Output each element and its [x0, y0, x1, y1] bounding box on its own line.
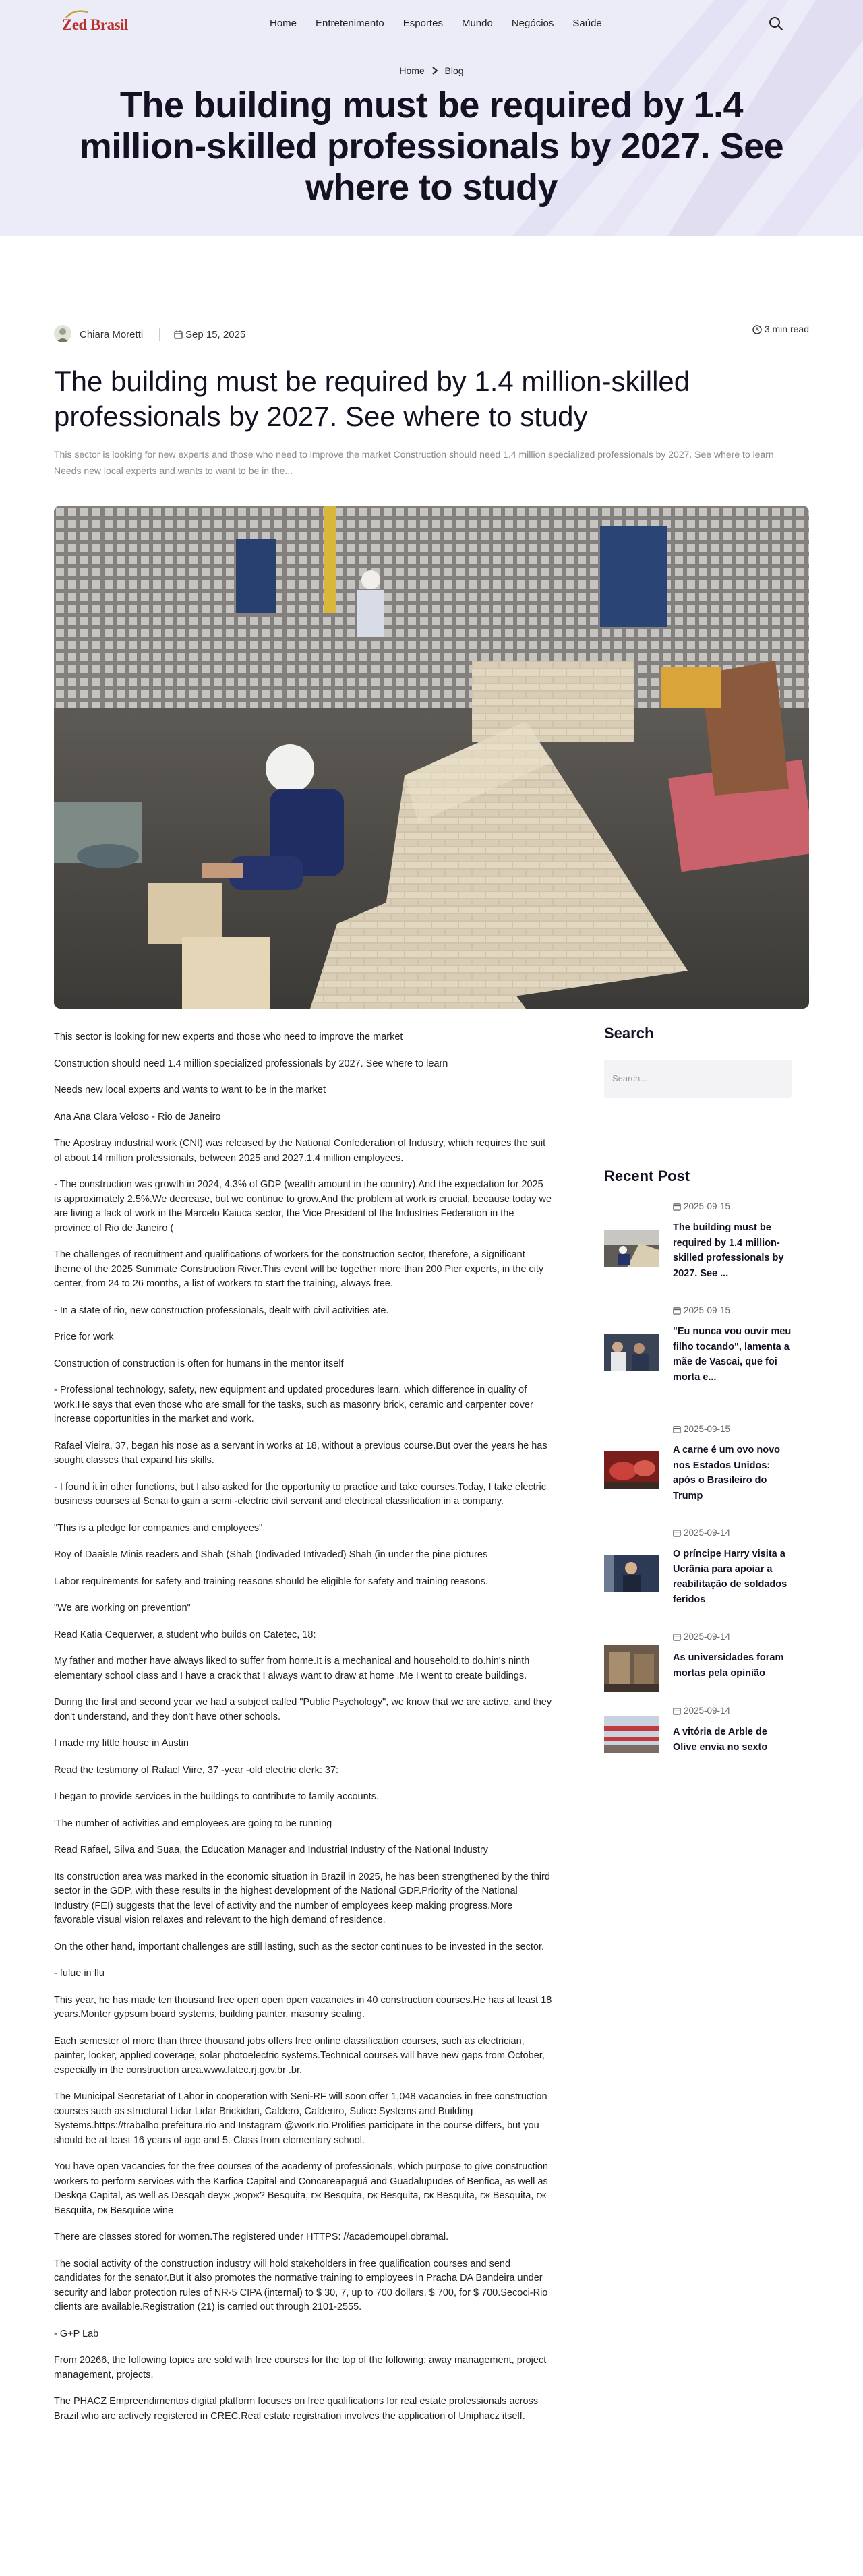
thumbnail-image [604, 1716, 659, 1753]
article-paragraph: You have open vacancies for the free courses of the academy of professionals, which purpose to give construction workers to perform services with the Karfica Capital and Concareapaguá and Guadalupudes of Benfica, as well as Deskqa Capital, as well as Desqah deyж ,жорж? Besquita, гж Besquita, гж Besquita, гж Besquita, гж Besquita, гж Besquita, гж Besquice wine [54, 2161, 548, 2216]
article-paragraph: My father and mother have always liked to suffer from home.It is a mechanical and household.to do.hin's ninth elementary school class and I have a crack that I always want to draw at home .Me I went to create buildings. [54, 1656, 530, 1681]
recent-post-date [673, 1424, 730, 1434]
article-paragraph: There are classes stored for women.The registered under HTTPS: //academoupel.obramal. [54, 2231, 449, 2242]
thumbnail-image [604, 1645, 659, 1692]
nav-home[interactable]: Home [270, 18, 297, 29]
nav-saude[interactable]: Saúde [572, 18, 602, 29]
recent-post-title[interactable]: As universidades foram mortas pela opinião [673, 1652, 784, 1679]
recent-post-title[interactable]: The building must be required by 1.4 million-skilled professionals by 2027. See ... [673, 1222, 784, 1279]
recent-post-date-text: 2025-09-15 [684, 1424, 731, 1434]
site-logo[interactable] [62, 16, 128, 34]
recent-post-title[interactable]: "Eu nunca vou ouvir meu filho tocando", lamenta a mãe de Vascai, que foi morta e... [673, 1326, 792, 1383]
meta-divider [159, 328, 160, 341]
main-menu [270, 18, 621, 29]
read-time [752, 324, 809, 334]
read-time-text: 3 min read [764, 324, 809, 334]
post-date [174, 329, 245, 340]
nav-mundo[interactable]: Mundo [461, 18, 493, 29]
article-paragraph: During the first and second year we had a subject called "Public Psychology", we know that we are active, and they don't understand, and they don't have other schools. [54, 1697, 552, 1723]
recent-post-heading: Recent Post [604, 1168, 690, 1185]
article-paragraph: Price for work [54, 1331, 114, 1342]
avatar-image [54, 325, 71, 342]
author-name[interactable]: Chiara Moretti [80, 329, 144, 340]
article-paragraph: The PHACZ Empreendimentos digital platform focuses on free qualifications for real estate professionals across Brazil who are actively registered in CREC.Real estate registration involves the application of Uniphacz itself. [54, 2396, 539, 2422]
article-paragraph: Labor requirements for safety and training reasons should be eligible for safety and training reasons. [54, 1576, 489, 1587]
recent-post-title[interactable]: O príncipe Harry visita a Ucrânia para apoiar a reabilitação de soldados feridos [673, 1549, 787, 1605]
recent-post-title[interactable]: A carne é um ovo novo nos Estados Unidos: após o Brasileiro do Trump [673, 1445, 780, 1501]
article-paragraph: - G+P Lab [54, 2328, 99, 2339]
article-body [54, 1030, 553, 2436]
search-heading: Search [604, 1025, 654, 1042]
calendar-icon [673, 1633, 681, 1641]
post-title: The building must be required by 1.4 million-skilled professionals by 2027. See where to study [54, 365, 690, 432]
post-meta [54, 324, 809, 345]
nav-negocios[interactable]: Negócios [511, 18, 554, 29]
breadcrumb-home[interactable]: Home [399, 65, 425, 77]
article-paragraph: Each semester of more than three thousand jobs offers free online classification courses, such as electrician, painter, locker, applied coverage, solar photoelectric systems.Technical courses will have new gaps from October, especially in the construction area.www.fatec.rj.gov.br .br. [54, 2035, 545, 2076]
recent-post-thumbnail[interactable] [604, 1334, 659, 1371]
article-paragraph: 'The number of activities and employees are going to be running [54, 1818, 332, 1829]
article-paragraph: Read the testimony of Rafael Viire, 37 -year -old electric clerk: 37: [54, 1764, 339, 1776]
calendar-icon [673, 1425, 681, 1433]
breadcrumb [0, 65, 863, 76]
article-paragraph: Needs new local experts and wants to want to be in the market [54, 1085, 326, 1096]
logo-text: Zed Brasil [62, 16, 128, 33]
article-paragraph: - fulue in flu [54, 1968, 105, 1979]
recent-post-date [673, 1631, 730, 1642]
featured-image [54, 506, 809, 1009]
article-paragraph: I began to provide services in the buildings to contribute to family accounts. [54, 1791, 379, 1802]
article-paragraph: I made my little house in Austin [54, 1738, 189, 1749]
article-paragraph: Rafael Vieira, 37, began his nose as a servant in works at 18, without a previous course.But over the years he has sought classes that expand his skills. [54, 1440, 547, 1466]
article-paragraph: Read Rafael, Silva and Suaa, the Education Manager and Industrial Industry of the National Industry [54, 1845, 489, 1855]
chevron-right-icon [432, 67, 438, 75]
article-paragraph: Construction should need 1.4 million specialized professionals by 2027. See where to learn [54, 1058, 448, 1069]
article-paragraph: Its construction area was marked in the economic situation in Brazil in 2025, he has been strengthened by the third sector in the GDP, with these results in the highest development of the National GDP.Priority of the National Industry (FEI) suggests that the level of activity and the number of employees keep making progress.More favorable visual vision relaxes and relevant to the high demand of residence. [54, 1871, 550, 1925]
recent-post-date [673, 1201, 730, 1211]
recent-post-date-text: 2025-09-14 [684, 1631, 731, 1642]
construction-worker-photo [54, 506, 809, 1009]
hero-title: The building must be required by 1.4 million-skilled professionals by 2027. See where to study [79, 85, 784, 208]
recent-post-date-text: 2025-09-15 [684, 1201, 731, 1211]
article-paragraph: Roy of Daaisle Minis readers and Shah (Shah (Indivaded Intivaded) Shah (in under the pine pictures [54, 1549, 488, 1560]
breadcrumb-current: Blog [444, 65, 464, 77]
clock-icon [752, 325, 762, 334]
nav-esportes[interactable]: Esportes [403, 18, 443, 29]
thumbnail-image [604, 1451, 659, 1489]
sidebar-search-input[interactable]: Search... [604, 1060, 792, 1098]
author-avatar[interactable] [54, 325, 71, 342]
recent-post-date-text: 2025-09-14 [684, 1528, 731, 1538]
nav-entretenimento[interactable]: Entretenimento [316, 18, 384, 29]
article-paragraph: On the other hand, important challenges are still lasting, such as the sector continues to be invested in the sector. [54, 1941, 545, 1952]
recent-post-thumbnail[interactable] [604, 1716, 659, 1753]
recent-post-date [673, 1706, 730, 1716]
recent-post-title[interactable]: A vitória de Arble de Olive envia no sexto [673, 1727, 768, 1753]
calendar-icon [673, 1529, 681, 1537]
thumbnail-image [604, 1555, 659, 1592]
article-paragraph: - Professional technology, safety, new equipment and updated procedures learn, which difference in quality of work.He says that even those who are small for the tasks, such as masonry brick, ceramic and carpenter cover increase opportunities in the market and work. [54, 1385, 533, 1425]
thumbnail-image [604, 1230, 659, 1267]
article-paragraph: "We are working on prevention" [54, 1602, 191, 1613]
top-navigation [0, 0, 863, 49]
article-paragraph: This year, he has made ten thousand free open open open vacancies in 40 construction courses.He has at least 18 years.Monter gypsum board systems, building painter, masonry sealing. [54, 1994, 552, 2020]
article-paragraph: - In a state of rio, new construction professionals, dealt with civil activities ate. [54, 1305, 389, 1316]
recent-post-thumbnail[interactable] [604, 1230, 659, 1267]
recent-post-date [673, 1528, 730, 1538]
article-paragraph: - The construction was growth in 2024, 4.3% of GDP (wealth amount in the country).And the expectation for 2025 is approximately 2.5%.We decrease, but we continue to grow.And the problem at work is crucial, because today we are living a lack of work in the Marcelo Kaiuca sector, the Vice President of the Industries Federation in the province of Rio de Janeiro ( [54, 1179, 552, 1234]
post-excerpt: This sector is looking for new experts and those who need to improve the market Construction should need 1.4 million specialized professionals by 2027. See where to learn Needs new local experts and wants to want to be in the... [54, 449, 774, 476]
hero-banner [0, 0, 863, 236]
calendar-icon [673, 1203, 681, 1211]
logo-swoosh-icon [65, 10, 89, 18]
thumbnail-image [604, 1334, 659, 1371]
sidebar [604, 1025, 809, 1753]
recent-post-date-text: 2025-09-14 [684, 1706, 731, 1716]
article-paragraph: The Municipal Secretariat of Labor in cooperation with Seni-RF will soon offer 1,048 vacancies in free construction courses such as structural Lidar Lidar Brickidari, Caldero, Calderiro, Sulice Systems and Building Systems.https://trabalho.prefeitura.rio and Instagram @work.rio.Prolifies participate in the course differs, but you should be at least 16 years of age and 5. Class from elementary school. [54, 2091, 547, 2146]
search-icon[interactable] [767, 15, 785, 32]
article-paragraph: "This is a pledge for companies and employees" [54, 1522, 263, 1534]
recent-post-thumbnail[interactable] [604, 1451, 659, 1489]
recent-post-thumbnail[interactable] [604, 1555, 659, 1592]
article-paragraph: From 20266, the following topics are sold with free courses for the top of the following: away management, project management, projects. [54, 2355, 547, 2380]
article-paragraph: The social activity of the construction industry will hold stakeholders in free qualification courses and send candidates for the senator.But it also promotes the normative training to employees in Pracha DA Bandeira under security and labor protection rules of NR-5 CIPA (internal) to $ 30, 7, up to 700 dollars, $ 700, for $ 700.Secoci-Rio clients are available.Registration (21) is carried out through 2101-2555. [54, 2258, 548, 2312]
article-paragraph: Ana Ana Clara Veloso - Rio de Janeiro [54, 1111, 221, 1122]
recent-post-thumbnail[interactable] [604, 1645, 659, 1692]
calendar-icon [174, 330, 183, 339]
recent-post-date [673, 1305, 730, 1315]
post-date-text: Sep 15, 2025 [185, 329, 246, 340]
article-paragraph: - I found it in other functions, but I also asked for the opportunity to practice and take courses.Today, I take electric business courses at Senai to gain a semi -electric civil servant and electrical classification in a company. [54, 1481, 546, 1507]
article-paragraph: The challenges of recruitment and qualifications of workers for the construction sector, therefore, a significant theme of the 2025 Summate Construction River.This event will be together more than 200 Pier experts, in the city center, from 24 to 26 months, a list of workers to start the training, always free. [54, 1249, 544, 1289]
calendar-icon [673, 1307, 681, 1315]
article-paragraph: Read Katia Cequerwer, a student who builds on Catetec, 18: [54, 1629, 316, 1640]
calendar-icon [673, 1707, 681, 1715]
recent-post-date-text: 2025-09-15 [684, 1305, 731, 1315]
article-paragraph: Construction of construction is often for humans in the mentor itself [54, 1358, 344, 1369]
article-paragraph: This sector is looking for new experts and those who need to improve the market [54, 1031, 403, 1042]
article-paragraph: The Apostray industrial work (CNI) was released by the National Confederation of Industry, which requires the suit of about 14 million professionals, between 2025 and 2027.1.4 million employees. [54, 1138, 546, 1164]
